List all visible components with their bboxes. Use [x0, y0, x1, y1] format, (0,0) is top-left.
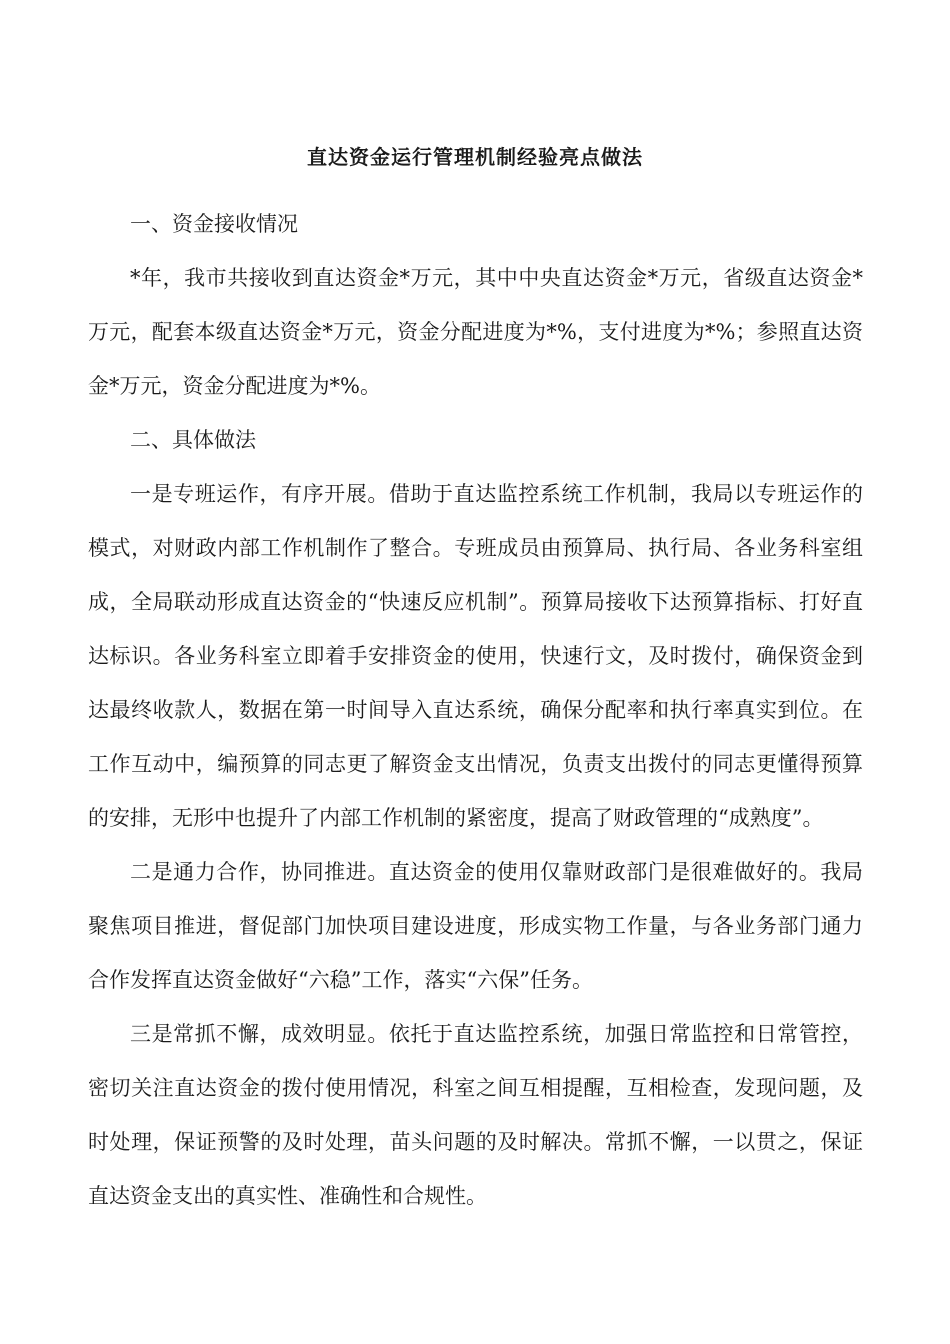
paragraph-practice-2: 二是通力合作，协同推进。直达资金的使用仅靠财政部门是很难做好的。我局聚焦项目推进，督促部门加快项目建设进度，形成实物工作量，与各业务部门通力合作发挥直达资金做好“六稳”工作，落实“六保”任务。 [88, 860, 863, 992]
paragraph-practice-1: 一是专班运作，有序开展。借助于直达监控系统工作机制，我局以专班运作的模式，对财政内部工作机制作了整合。专班成员由预算局、执行局、各业务科室组成，全局联动形成直达资金的“快速反应机制”。预算局接收下达预算指标、打好直达标识。各业务科室立即着手安排资金的使用，快速行文，及时拨付，确保资金到达最终收款人，数据在第一时间导入直达系统，确保分配率和执行率真实到位。在工作互动中，编预算的同志更了解资金支出情况，负责支出拨付的同志更懂得预算的安排，无形中也提升了内部工作机制的紧密度，提高了财政管理的“成熟度”。 [88, 482, 863, 830]
paragraph-funds-summary: *年，我市共接收到直达资金*万元，其中中央直达资金*万元，省级直达资金*万元，配套本级直达资金*万元，资金分配进度为*%，支付进度为*%；参照直达资金*万元，资金分配进度为*%。 [88, 266, 863, 398]
paragraph-practice-3: 三是常抓不懈，成效明显。依托于直达监控系统，加强日常监控和日常管控，密切关注直达资金的拨付使用情况，科室之间互相提醒，互相检查，发现问题，及时处理，保证预警的及时处理，苗头问题的及时解决。常抓不懈，一以贯之，保证直达资金支出的真实性、准确性和合规性。 [88, 1022, 863, 1208]
document-title: 直达资金运行管理机制经验亮点做法 [307, 145, 643, 169]
section-heading-funds-received: 一、资金接收情况 [130, 212, 298, 236]
document-body [88, 197, 863, 1223]
section-heading-practices: 二、具体做法 [130, 428, 256, 452]
